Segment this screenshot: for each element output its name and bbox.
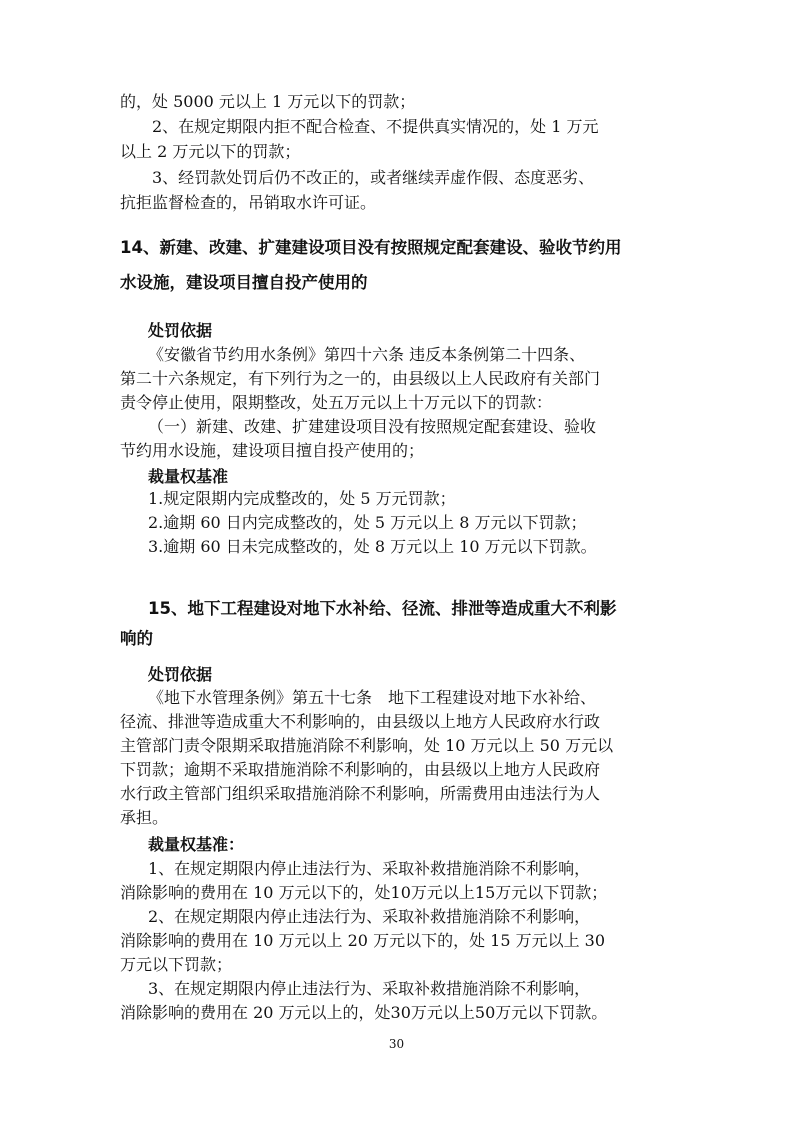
text-line: 水行政主管部门组织采取措施消除不利影响，所需费用由违法行为人: [120, 784, 601, 803]
text-line: 径流、排泄等造成重大不利影响的，由县级以上地方人民政府水行政: [120, 712, 601, 731]
text-line: 第二十六条规定，有下列行为之一的，由县级以上人民政府有关部门: [120, 369, 601, 388]
text-line: 《安徽省节约用水条例》第四十六条 违反本条例第二十四条、: [148, 345, 586, 364]
text-line: 节约用水设施，建设项目擅自投产使用的；: [120, 441, 425, 460]
text-line: 责令停止使用，限期整改，处五万元以上十万元以下的罚款：: [120, 393, 553, 412]
text-line: 1、在规定期限内停止违法行为、采取补救措施消除不利影响，: [148, 859, 591, 878]
page-number: 30: [388, 1037, 405, 1051]
text-line: 3、在规定期限内停止违法行为、采取补救措施消除不利影响，: [148, 979, 591, 998]
text-line: 2、在规定期限内停止违法行为、采取补救措施消除不利影响，: [148, 907, 591, 926]
section-title: 15、地下工程建设对地下水补给、径流、排泄等造成重大不利影: [148, 599, 617, 618]
text-line: 3.逾期 60 日未完成整改的，处 8 万元以上 10 万元以下罚款。: [148, 537, 597, 556]
section-title: 响的: [120, 629, 153, 648]
text-line: 下罚款；逾期不采取措施消除不利影响的，由县级以上地方人民政府: [120, 760, 601, 779]
discretion-heading: 裁量权基准：: [148, 835, 245, 854]
text-line: 《地下水管理条例》第五十七条 地下工程建设对地下水补给、: [148, 688, 597, 707]
text-line: 消除影响的费用在 20 万元以上的，处30万元以上50万元以下罚款。: [120, 1003, 608, 1022]
text-line: 主管部门责令限期采取措施消除不利影响，处 10 万元以上 50 万元以: [120, 736, 614, 755]
text-line: 2、在规定期限内拒不配合检查、不提供真实情况的，处 1 万元: [152, 117, 599, 136]
text-line: 承担。: [120, 808, 169, 827]
discretion-heading: 裁量权基准: [148, 467, 229, 486]
text-line: 1.规定限期内完成整改的，处 5 万元罚款；: [148, 489, 456, 508]
text-line: 3、经罚款处罚后仍不改正的，或者继续弄虚作假、态度恶劣、: [152, 168, 595, 187]
basis-heading: 处罚依据: [148, 321, 213, 340]
basis-heading: 处罚依据: [148, 665, 213, 684]
text-line: 以上 2 万元以下的罚款；: [120, 142, 301, 161]
text-line: （一）新建、改建、扩建建设项目没有按照规定配套建设、验收: [148, 417, 597, 436]
text-line: 的，处 5000 元以上 1 万元以下的罚款；: [120, 92, 416, 111]
text-line: 抗拒监督检查的，吊销取水许可证。: [120, 193, 377, 212]
text-line: 消除影响的费用在 10 万元以上 20 万元以下的，处 15 万元以上 30: [120, 931, 606, 950]
text-line: 万元以下罚款；: [120, 955, 233, 974]
text-line: 2.逾期 60 日内完成整改的，处 5 万元以上 8 万元以下罚款；: [148, 513, 587, 532]
section-title: 14、新建、改建、扩建建设项目没有按照规定配套建设、验收节约用: [120, 238, 622, 257]
text-line: 消除影响的费用在 10 万元以下的，处10万元以上15万元以下罚款；: [120, 883, 608, 902]
section-title: 水设施，建设项目擅自投产使用的: [120, 273, 368, 292]
